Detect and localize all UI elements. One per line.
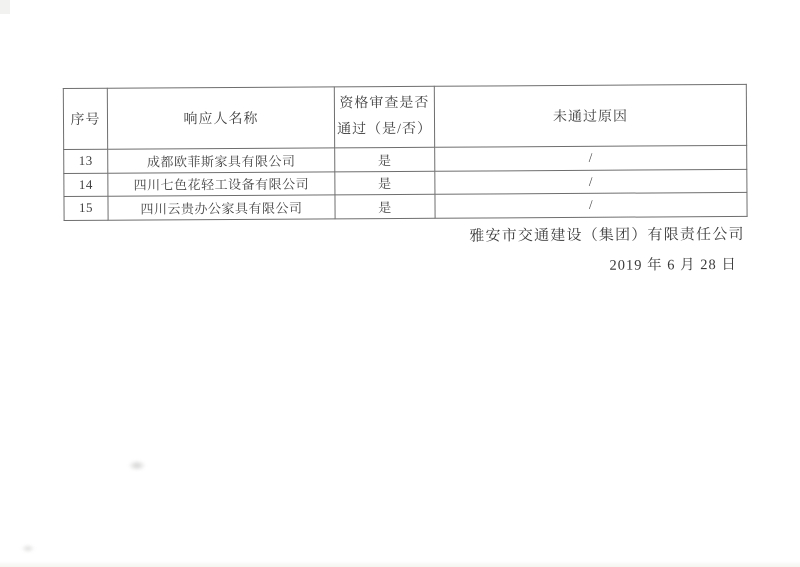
cell-fail-reason: /: [435, 145, 747, 170]
scan-smudge: [128, 460, 146, 471]
scan-smudge: [21, 544, 35, 553]
signature-company: 雅安市交通建设（集团）有限责任公司: [469, 226, 745, 245]
cell-qualification-pass: 是: [335, 194, 435, 218]
header-qualification-pass: [334, 86, 434, 148]
cell-serial-number: 13: [64, 149, 108, 173]
signature-date: 2019 年 6 月 28 日: [609, 256, 737, 274]
header-respondent-name: 响应人名称: [107, 87, 334, 149]
cell-qualification-pass: 是: [335, 171, 435, 195]
header-qualification-pass-line1: 资格审查是否: [339, 95, 430, 112]
header-serial-number: 序号: [63, 88, 107, 149]
header-qualification-pass-line2: 通过（是/否）: [337, 121, 433, 138]
cell-fail-reason: /: [435, 192, 747, 217]
cell-fail-reason: /: [435, 169, 747, 194]
table-header-row: [63, 84, 746, 149]
cell-respondent-name: 四川七色花轻工设备有限公司: [108, 171, 335, 196]
header-fail-reason: 未通过原因: [434, 84, 746, 147]
cell-serial-number: 15: [64, 196, 108, 220]
qualification-review-table: [63, 84, 748, 221]
cell-respondent-name: 四川云贵办公家具有限公司: [108, 195, 335, 220]
cell-respondent-name: 成都欧菲斯家具有限公司: [108, 148, 335, 173]
cell-serial-number: 14: [64, 173, 108, 197]
table-row: [64, 192, 747, 220]
scan-edge-artifact: [0, 0, 10, 14]
cell-qualification-pass: 是: [335, 147, 435, 171]
scan-bottom-shadow: [0, 561, 800, 567]
